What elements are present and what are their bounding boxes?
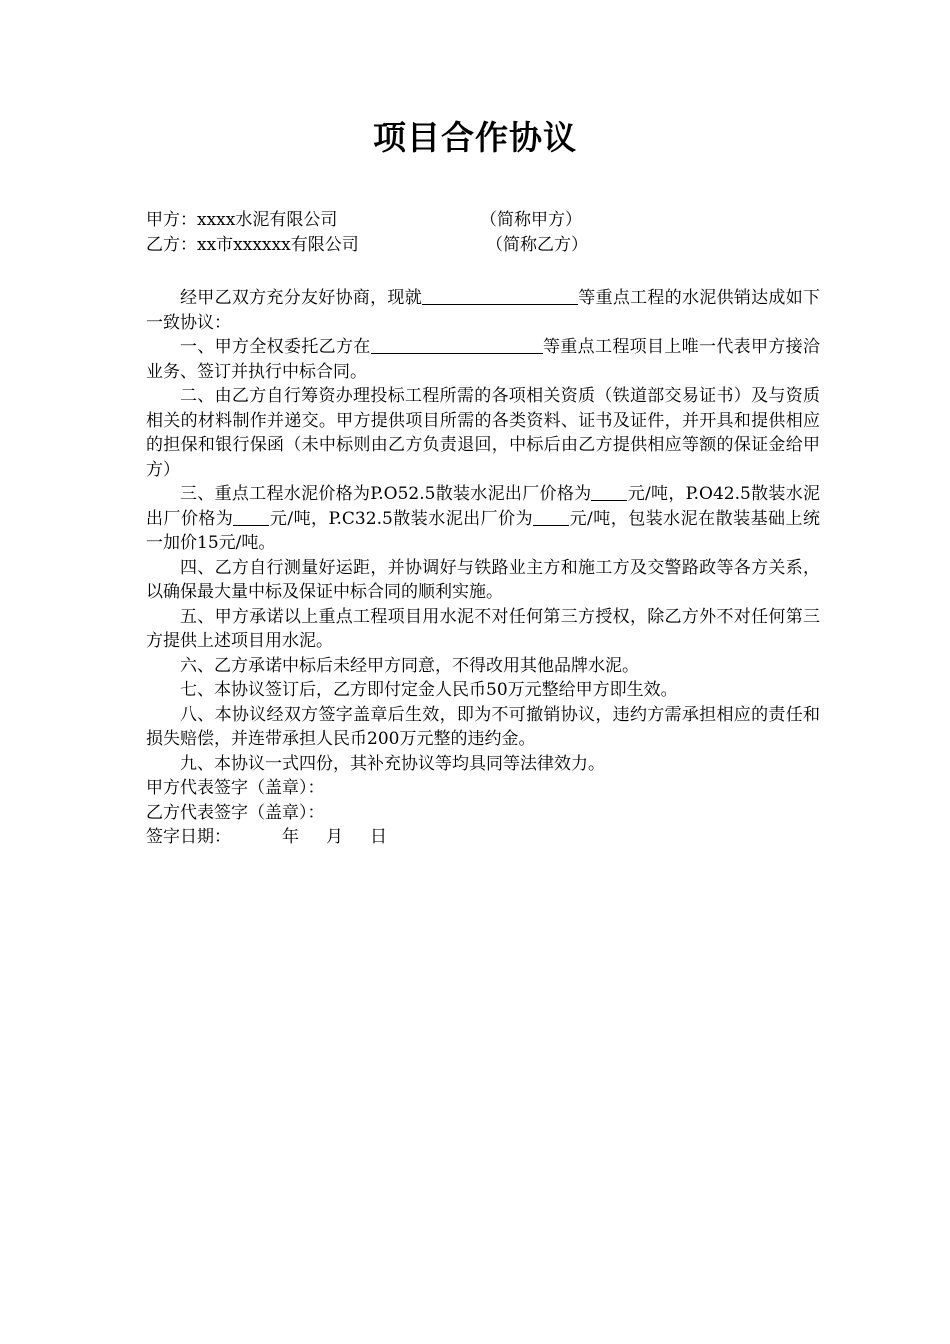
price-blank-pc325 [533, 507, 569, 526]
clause-1 [146, 335, 820, 384]
clause-4: 四、乙方自行测量好运距，并协调好与铁路业主方和施工方及交警路政等各方关系，以确保最大量中标及保证中标合同的顺利实施。 [146, 557, 820, 602]
signature-party-b: 乙方代表签字（盖章）： [146, 802, 325, 823]
clause-3-part-2: 元/吨，P.O42.5散装水泥出厂价格为 [146, 484, 821, 529]
party-b-label: 乙方：xx市xxxxxx有限公司 [146, 234, 359, 255]
clause-7: 七、本协议签订后，乙方即付定金人民币50万元整给甲方即生效。 [180, 680, 678, 700]
project-location-blank [371, 335, 543, 354]
signature-date [146, 825, 820, 850]
document-body [146, 208, 820, 850]
clause-3 [146, 482, 820, 556]
intro-before: 经甲乙双方充分友好协商，现就 [180, 288, 422, 308]
project-name-blank [422, 286, 578, 305]
clause-5: 五、甲方承诺以上重点工程项目用水泥不对任何第三方授权，除乙方外不对任何第三方提供上述项目用水泥。 [146, 606, 820, 651]
party-a-line [146, 208, 820, 233]
party-a-label: 甲方：xxxx水泥有限公司 [146, 210, 338, 230]
signature-party-a: 甲方代表签字（盖章）： [146, 778, 325, 798]
party-b-abbr: （简称乙方） [486, 234, 588, 255]
intro-after: 等重点工程的水泥供销达成如下一致协议： [146, 288, 820, 333]
clause-1-after: 等重点工程项目上唯一代表甲方接洽业务、签订并执行中标合同。 [146, 337, 821, 382]
clause-6: 六、乙方承诺中标后未经甲方同意，不得改用其他品牌水泥。 [180, 655, 639, 676]
document-title: 项目合作协议 [373, 118, 577, 157]
clause-3-part-4: 元/吨，包装水泥在散装基础上统一加价15元/吨。 [146, 508, 821, 553]
clause-3-part-1: 三、重点工程水泥价格为P.O52.5散装水泥出厂价格为 [180, 484, 592, 504]
clause-8: 八、本协议经双方签字盖章后生效，即为不可撤销协议，违约方需承担相应的责任和损失赔偿，并连带承担人民币200万元整的违约金。 [146, 704, 820, 749]
party-a-abbr: （简称甲方） [480, 210, 582, 230]
intro-paragraph [146, 286, 820, 335]
signature-date-year: 年 [282, 827, 299, 847]
signature-date-label: 签字日期： [146, 827, 231, 847]
price-blank-po425 [233, 507, 269, 526]
party-b-line [146, 233, 820, 258]
clause-2: 二、由乙方自行筹资办理投标工程所需的各项相关资质（铁道部交易证书）及与资质相关的材料制作并递交。甲方提供项目所需的各类资料、证书及证件，并开具和提供相应的担保和银行保函（未中标则由乙方负责退回，中标后由乙方提供相应等额的保证金给甲方） [146, 386, 820, 480]
signature-date-day: 日 [370, 827, 387, 847]
signature-date-month: 月 [326, 827, 343, 847]
clause-9: 九、本协议一式四份，其补充协议等均具同等法律效力。 [180, 753, 605, 774]
clause-1-before: 一、甲方全权委托乙方在 [180, 337, 371, 357]
spacer [146, 257, 820, 286]
clause-3-part-3: 元/吨，P.C32.5散装水泥出厂价为 [269, 508, 534, 529]
price-blank-po525 [591, 482, 627, 501]
